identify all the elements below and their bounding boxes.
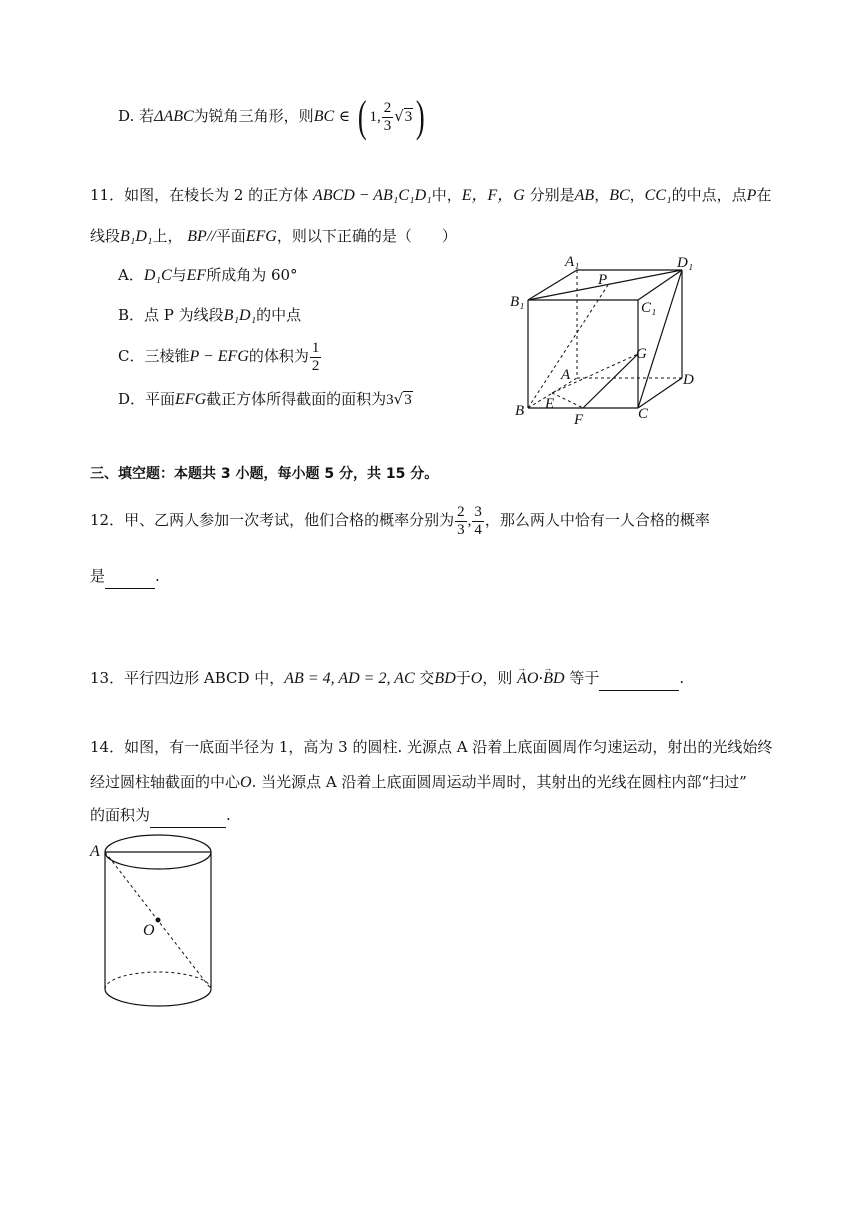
q14-line1: 14．如图，有一底面半径为 1，高为 3 的圆柱. 光源点 A 沿着上底面圆周作匀速运动，射出的光线始终 xyxy=(90,738,773,756)
label-e: E xyxy=(545,396,555,412)
label-b: B xyxy=(515,403,525,419)
answer-blank[interactable] xyxy=(150,803,226,828)
section-heading: 三、填空题：本题共 3 小题，每小题 5 分，共 15 分。 xyxy=(90,466,439,482)
cube-figure xyxy=(505,250,705,430)
q11-stem-line1: 11．如图，在棱长为 2 的正方体 ABCD − AB₁C₁D₁中，E，F，G 分别是AB，BC，CC₁的中点，点P在 xyxy=(90,186,772,204)
label-p: P xyxy=(598,272,608,288)
q14-line3: 的面积为 . xyxy=(90,803,231,828)
q11-stem-line2: 线段B₁D₁上， BP//平面EFG，则以下正确的是（ ） xyxy=(90,227,457,245)
q10-option-d: D. 若ΔABC为锐角三角形，则BC ∈ ( 1, $\frac{2}{3}$ √3) xyxy=(118,92,426,141)
right-paren: ) xyxy=(416,92,426,141)
edge-c-d xyxy=(638,378,682,408)
q12-stem: 12．甲、乙两人参加一次考试，他们合格的概率分别为 $\frac{2}{3}$ , $\frac{3}{4}$ ，那么两人中恰有一人合格的概率 xyxy=(90,503,710,538)
fraction-2-3: $\frac{2}{3}$ xyxy=(457,503,465,538)
vector-bd: → BD xyxy=(543,667,564,691)
label-b1: B₁ xyxy=(510,294,525,310)
label-d1: D₁ xyxy=(677,255,694,271)
label-a: A xyxy=(561,367,571,383)
q11-option-d: D．平面EFG截正方体所得截面的面积为3√3 xyxy=(118,390,412,408)
center-point xyxy=(156,918,161,923)
segment-e-f xyxy=(552,393,583,408)
cylinder-figure xyxy=(88,830,228,1015)
q14-line2: 经过圆柱轴截面的中心O. 当光源点 A 沿着上底面圆周运动半周时，其射出的光线在圆柱内部“扫过” xyxy=(90,773,747,791)
vector-ao: → AO xyxy=(517,667,538,691)
label-d: D xyxy=(683,372,694,388)
triangle-name: ΔABC xyxy=(154,108,194,125)
bottom-back-arc xyxy=(105,972,211,989)
segment-f-g xyxy=(583,354,638,408)
answer-blank[interactable] xyxy=(105,564,155,589)
q12-answer-line: 是 . xyxy=(90,564,160,589)
segment-d1-c xyxy=(638,270,682,408)
option-label: D. xyxy=(118,107,135,125)
label-a: A xyxy=(90,843,100,860)
segment-b-p xyxy=(528,285,608,408)
label-c: C xyxy=(638,406,649,422)
question-number: 11． xyxy=(90,186,125,204)
fraction-1-2: $\frac{1}{2}$ xyxy=(311,339,320,374)
fraction-3-4: $\frac{3}{4}$ xyxy=(474,503,482,538)
question-number: 12． xyxy=(90,511,125,529)
left-paren: ( xyxy=(357,92,367,141)
answer-blank[interactable] xyxy=(599,666,679,691)
question-number: 14． xyxy=(90,738,125,756)
label-g: G xyxy=(636,346,647,362)
label-c1: C₁ xyxy=(641,300,657,316)
q11-option-a: A．D₁C与EF所成角为 60° xyxy=(118,266,298,284)
label-a1: A₁ xyxy=(565,254,580,270)
q13-stem: 13．平行四边形 ABCD 中，AB = 4, AD = 2, AC 交BD于O，则 → AO·→ BD 等于 . xyxy=(90,666,684,691)
q11-option-b: B．点 P 为线段B₁D₁的中点 xyxy=(118,306,302,324)
label-f: F xyxy=(574,412,584,428)
q11-option-c: C．三棱锥P − EFG的体积为 $\frac{1}{2}$ xyxy=(118,339,320,374)
label-o: O xyxy=(143,922,155,939)
question-number: 13． xyxy=(90,669,125,687)
bottom-front-arc xyxy=(105,989,211,1006)
fraction-2-3: $\frac{2}{3}$ xyxy=(383,99,392,134)
